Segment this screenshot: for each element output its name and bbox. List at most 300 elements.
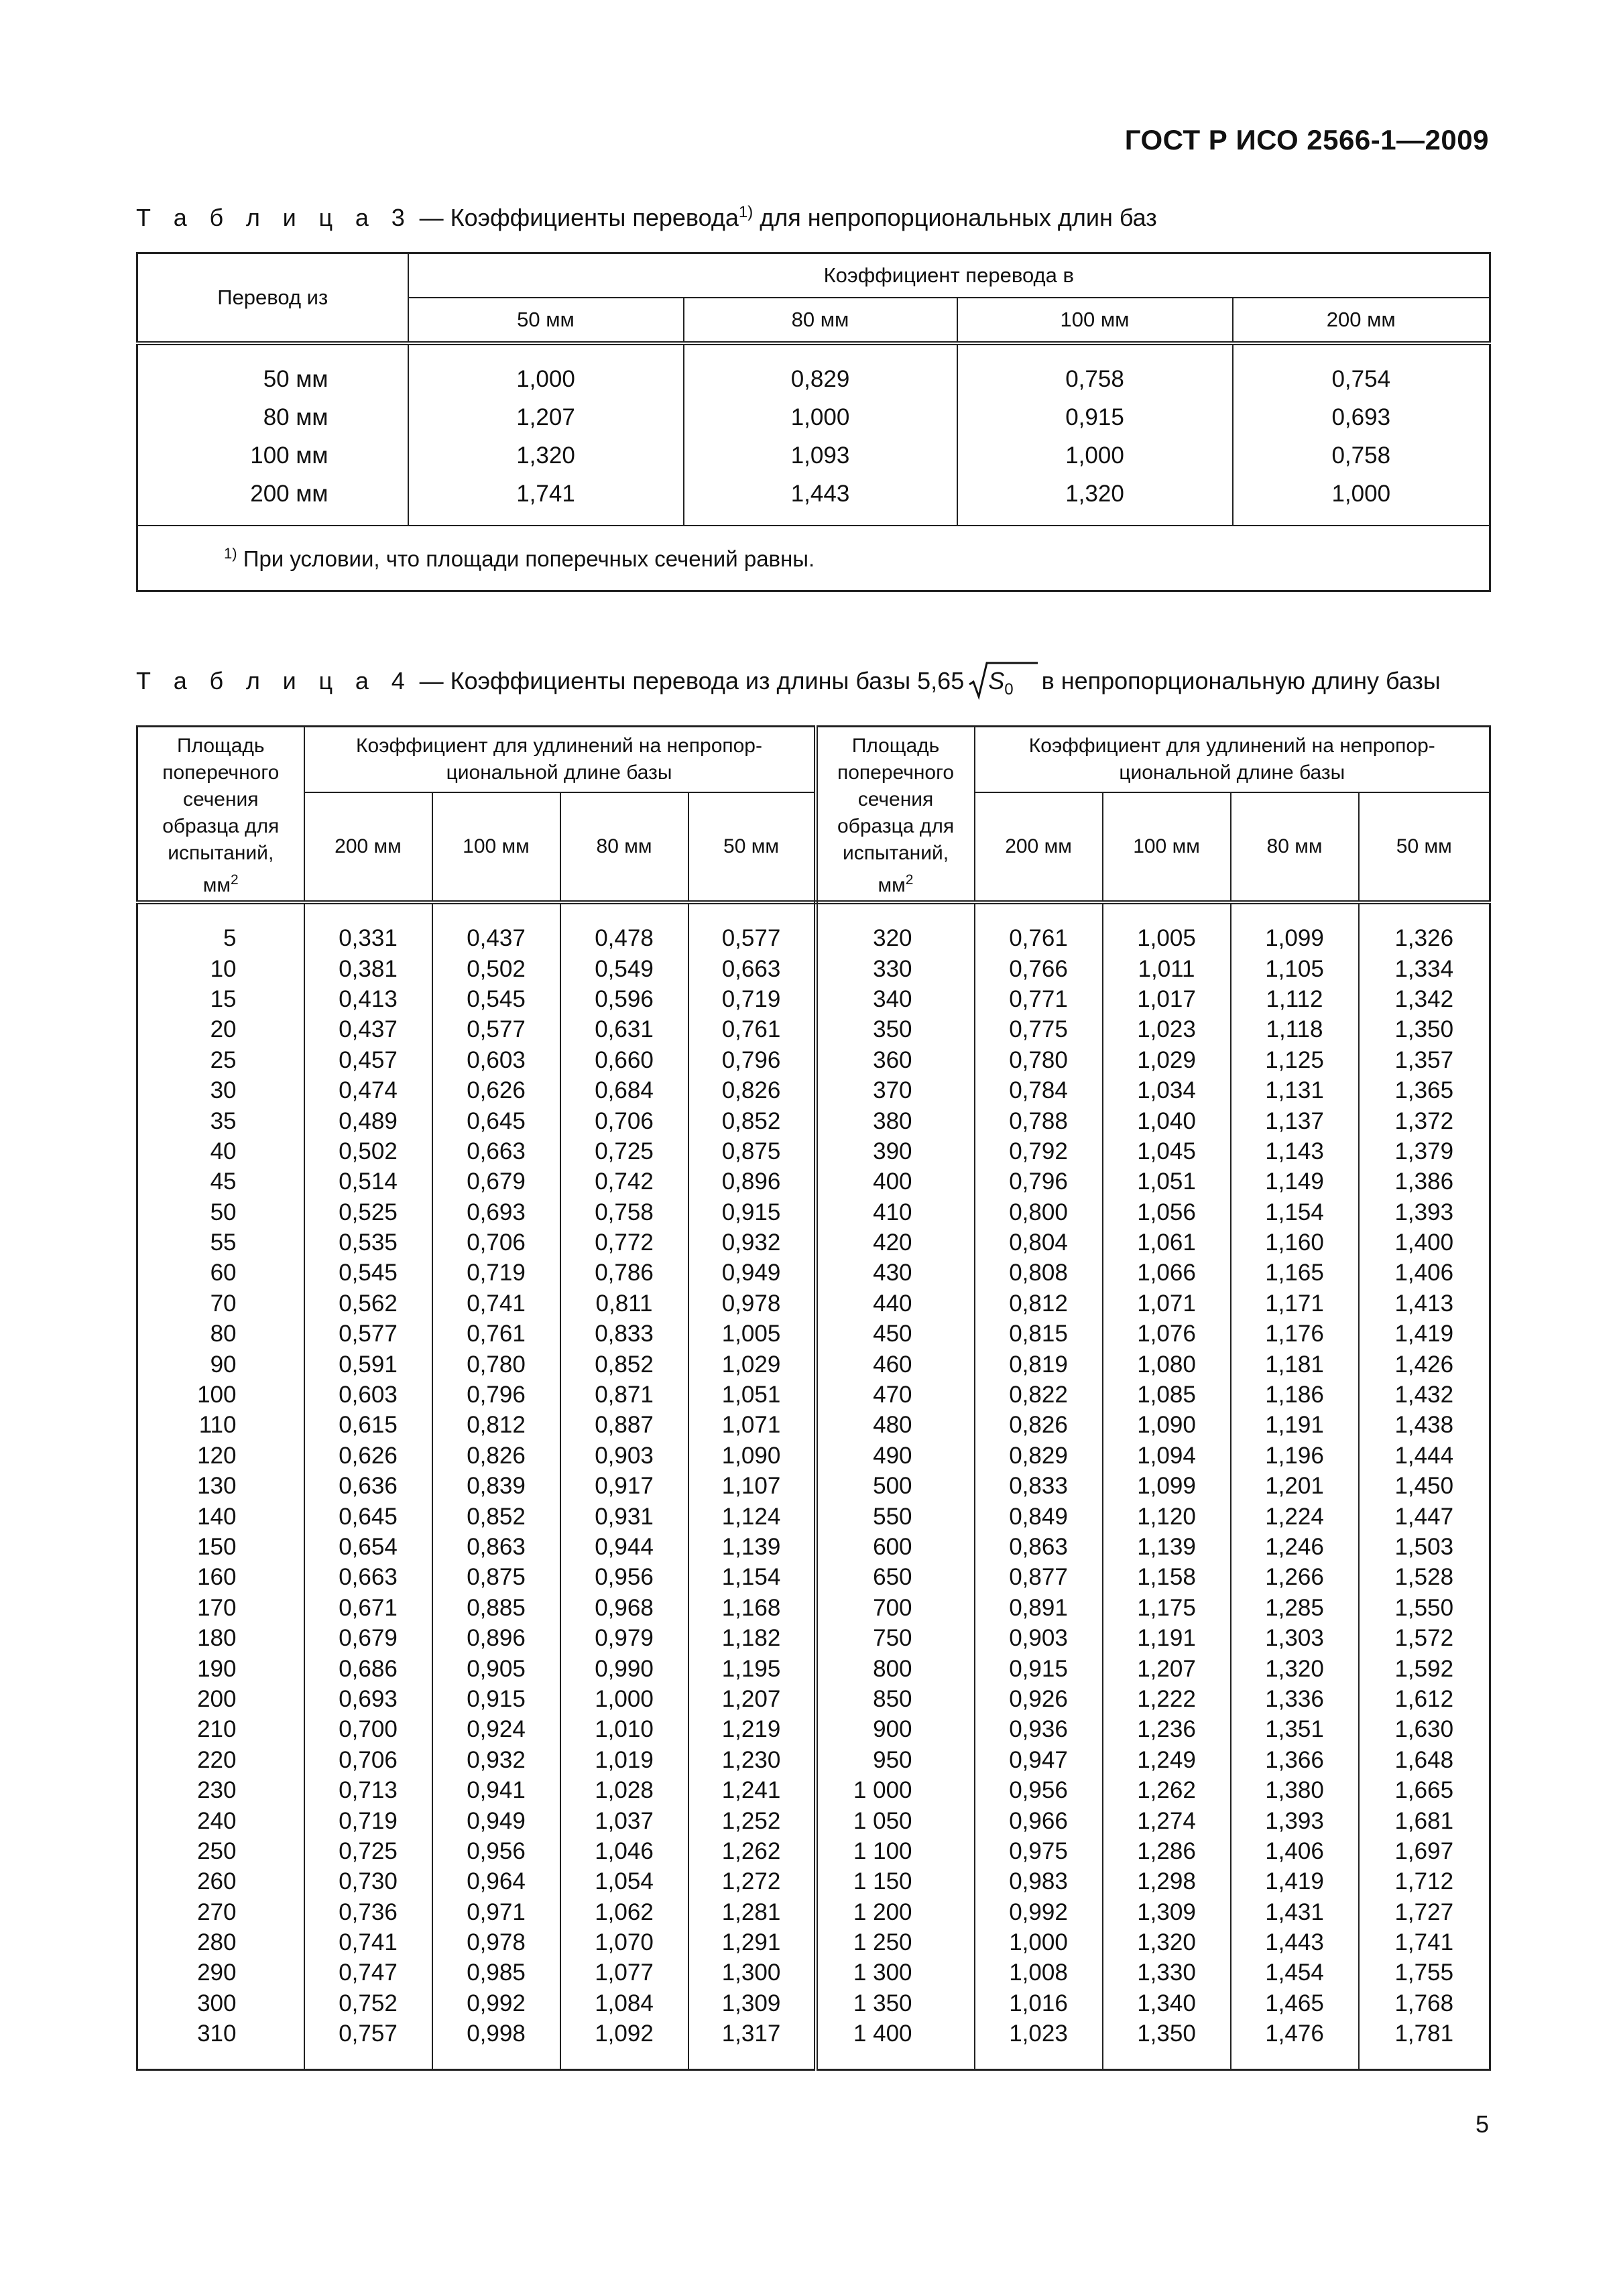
table-cell: 0,932	[688, 1227, 816, 1258]
table-cell: 1,340	[1103, 1988, 1231, 2018]
table-cell: 1,118	[1231, 1014, 1359, 1044]
spacer-cell	[1359, 2049, 1490, 2070]
table-cell: 1,334	[1359, 953, 1490, 983]
table-cell: 0,706	[432, 1227, 560, 1258]
table-cell: 0,457	[304, 1045, 432, 1075]
table4-col-header: 100 мм	[432, 792, 560, 902]
table-cell: 0,956	[975, 1775, 1103, 1805]
table-cell: 1,768	[1359, 1988, 1490, 2018]
table3-footnote-row	[137, 526, 1490, 591]
table-cell: 0,725	[560, 1136, 688, 1166]
area-cell: 200	[137, 1684, 304, 1714]
table-cell: 1,037	[560, 1805, 688, 1835]
area-cell: 140	[137, 1501, 304, 1531]
table-cell: 0,502	[304, 1136, 432, 1166]
table-cell: 0,719	[432, 1258, 560, 1288]
table-cell: 1,040	[1103, 1105, 1231, 1136]
table-cell: 1,317	[688, 2018, 816, 2049]
table-row	[137, 475, 1490, 526]
table-cell: 1,249	[1103, 1745, 1231, 1775]
table-cell: 1,320	[1231, 1653, 1359, 1683]
radicand: $S_0$	[988, 667, 1014, 699]
table-cell: 1,077	[560, 1957, 688, 1988]
table-cell: 0,663	[688, 953, 816, 983]
area-cell: 320	[816, 923, 975, 953]
area-header-line: Площадь	[851, 735, 940, 757]
table-cell: 0,926	[975, 1684, 1103, 1714]
table-cell: 1,034	[1103, 1075, 1231, 1105]
table-cell: 0,949	[432, 1805, 560, 1835]
table-cell: 1,266	[1231, 1562, 1359, 1592]
area-cell: 700	[816, 1593, 975, 1623]
table-cell: 0,549	[560, 953, 688, 983]
table-cell: 0,966	[975, 1805, 1103, 1835]
row-header-cell: 200 мм	[137, 475, 408, 526]
table-cell: 0,713	[304, 1775, 432, 1805]
table-cell: 0,826	[688, 1075, 816, 1105]
table-cell: 0,693	[432, 1197, 560, 1227]
table-cell: 1,107	[688, 1471, 816, 1501]
spacer-cell	[1103, 2049, 1231, 2070]
area-header-line: поперечного	[837, 762, 955, 784]
area-header-line: испытаний,	[168, 842, 274, 864]
area-header-sup: 2	[905, 872, 914, 888]
spacer-cell	[137, 902, 304, 923]
table-cell: 0,875	[688, 1136, 816, 1166]
table-cell: 0,752	[304, 1988, 432, 2018]
table-cell: 0,849	[975, 1501, 1103, 1531]
table-cell: 0,775	[975, 1014, 1103, 1044]
area-cell: 300	[137, 1988, 304, 2018]
table-cell: 1,781	[1359, 2018, 1490, 2049]
area-cell: 25	[137, 1045, 304, 1075]
table-row	[137, 1471, 1490, 1501]
table-cell: 0,949	[688, 1258, 816, 1288]
table-cell: 1,056	[1103, 1197, 1231, 1227]
table-cell: 0,671	[304, 1593, 432, 1623]
table-cell: 1,291	[688, 1927, 816, 1957]
area-cell: 100	[137, 1380, 304, 1410]
table-cell: 0,663	[304, 1562, 432, 1592]
table-cell: 1,320	[957, 475, 1233, 526]
table-cell: 1,236	[1103, 1714, 1231, 1744]
table-cell: 0,700	[304, 1714, 432, 1744]
table4-title-rest: в непропорциональную длину базы	[1034, 667, 1441, 694]
table-cell: 1,230	[688, 1745, 816, 1775]
area-cell: 490	[816, 1441, 975, 1471]
table-cell: 0,915	[957, 398, 1233, 436]
table-cell: 1,099	[1103, 1471, 1231, 1501]
table-cell: 1,300	[688, 1957, 816, 1988]
area-cell: 310	[137, 2018, 304, 2049]
table-cell: 0,761	[688, 1014, 816, 1044]
table4-col-header: 80 мм	[560, 792, 688, 902]
table-cell: 0,706	[304, 1745, 432, 1775]
table-row	[137, 923, 1490, 953]
table-cell: 0,693	[304, 1684, 432, 1714]
area-cell: 55	[137, 1227, 304, 1258]
table-cell: 0,956	[432, 1836, 560, 1866]
spacer-cell	[688, 2049, 816, 2070]
table-cell: 1,252	[688, 1805, 816, 1835]
table-cell: 0,757	[304, 2018, 432, 2049]
table-cell: 1,320	[1103, 1927, 1231, 1957]
table-cell: 1,350	[1359, 1014, 1490, 1044]
table-cell: 1,465	[1231, 1988, 1359, 2018]
table-cell: 0,992	[975, 1897, 1103, 1927]
table-cell: 0,915	[975, 1653, 1103, 1683]
table-cell: 0,978	[432, 1927, 560, 1957]
table-cell: 1,051	[688, 1380, 816, 1410]
table-cell: 0,903	[560, 1441, 688, 1471]
table-cell: 1,005	[1103, 923, 1231, 953]
table-cell: 0,761	[975, 923, 1103, 953]
table-cell: 0,758	[957, 343, 1233, 398]
table-cell: 1,207	[408, 398, 684, 436]
spacer-cell	[137, 2049, 304, 2070]
table-cell: 1,093	[684, 436, 957, 475]
table-cell: 0,931	[560, 1501, 688, 1531]
table-cell: 1,139	[688, 1532, 816, 1562]
area-cell: 480	[816, 1410, 975, 1440]
area-cell: 90	[137, 1349, 304, 1379]
table-cell: 0,736	[304, 1897, 432, 1927]
area-cell: 1 100	[816, 1836, 975, 1866]
spacer-cell	[688, 902, 816, 923]
group-header-line: циональной длине базы	[1119, 762, 1345, 784]
table-row	[137, 1927, 1490, 1957]
area-cell: 240	[137, 1805, 304, 1835]
table-row	[137, 953, 1490, 983]
table-cell: 0,800	[975, 1197, 1103, 1227]
table-cell: 0,833	[560, 1319, 688, 1349]
area-cell: 1 400	[816, 2018, 975, 2049]
table-cell: 0,381	[304, 953, 432, 983]
table3-title: — Коэффициенты перевода	[412, 204, 739, 231]
table4-col-header: 200 мм	[975, 792, 1103, 902]
table-cell: 0,932	[432, 1745, 560, 1775]
table-cell: 0,603	[304, 1380, 432, 1410]
table-row	[137, 1866, 1490, 1896]
table-cell: 0,871	[560, 1380, 688, 1410]
table-cell: 1,432	[1359, 1380, 1490, 1410]
table-cell: 1,016	[975, 1988, 1103, 2018]
table-cell: 0,535	[304, 1227, 432, 1258]
table-cell: 1,154	[1231, 1197, 1359, 1227]
table-cell: 0,796	[432, 1380, 560, 1410]
area-cell: 450	[816, 1319, 975, 1349]
table-cell: 1,755	[1359, 1957, 1490, 1988]
spacer-cell	[1231, 2049, 1359, 2070]
area-cell: 10	[137, 953, 304, 983]
table-cell: 0,725	[304, 1836, 432, 1866]
table-cell: 0,979	[560, 1623, 688, 1653]
area-cell: 5	[137, 923, 304, 953]
table-cell: 1,222	[1103, 1684, 1231, 1714]
area-cell: 1 050	[816, 1805, 975, 1835]
table-cell: 0,754	[1233, 343, 1490, 398]
table-cell: 1,712	[1359, 1866, 1490, 1896]
table-cell: 1,191	[1231, 1410, 1359, 1440]
table-cell: 0,833	[975, 1471, 1103, 1501]
table-cell: 1,181	[1231, 1349, 1359, 1379]
spacer-cell	[975, 2049, 1103, 2070]
table-cell: 1,741	[1359, 1927, 1490, 1957]
area-cell: 130	[137, 1471, 304, 1501]
area-cell: 460	[816, 1349, 975, 1379]
table-cell: 0,924	[432, 1714, 560, 1744]
table-cell: 1,357	[1359, 1045, 1490, 1075]
area-header-line: поперечного	[162, 762, 280, 784]
table-cell: 0,766	[975, 953, 1103, 983]
table-cell: 0,811	[560, 1288, 688, 1319]
table-row	[137, 1653, 1490, 1683]
table-cell: 1,201	[1231, 1471, 1359, 1501]
table-cell: 1,076	[1103, 1319, 1231, 1349]
table-cell: 1,372	[1359, 1105, 1490, 1136]
table4-col-header: 50 мм	[1359, 792, 1490, 902]
table-row	[137, 1684, 1490, 1714]
table-cell: 0,780	[975, 1045, 1103, 1075]
table-cell: 0,826	[432, 1441, 560, 1471]
table-cell: 1,400	[1359, 1227, 1490, 1258]
table-cell: 0,852	[432, 1501, 560, 1531]
table4-caption	[136, 667, 1441, 699]
table-cell: 0,772	[560, 1227, 688, 1258]
table-cell: 0,562	[304, 1288, 432, 1319]
area-cell: 70	[137, 1288, 304, 1319]
table-row	[137, 436, 1490, 475]
table-cell: 0,826	[975, 1410, 1103, 1440]
table-cell: 1,648	[1359, 1745, 1490, 1775]
spacer-cell	[304, 2049, 432, 2070]
table-cell: 1,727	[1359, 1897, 1490, 1927]
spacer-cell	[816, 902, 975, 923]
area-cell: 750	[816, 1623, 975, 1653]
table-row	[137, 1075, 1490, 1105]
area-cell: 1 200	[816, 1897, 975, 1927]
area-cell: 210	[137, 1714, 304, 1744]
table3	[136, 252, 1491, 592]
table-cell: 1,062	[560, 1897, 688, 1927]
area-cell: 380	[816, 1105, 975, 1136]
table-cell: 1,550	[1359, 1593, 1490, 1623]
table-cell: 0,975	[975, 1836, 1103, 1866]
area-cell: 440	[816, 1288, 975, 1319]
area-header-sup: 2	[231, 872, 239, 888]
table-cell: 1,336	[1231, 1684, 1359, 1714]
table-cell: 1,528	[1359, 1562, 1490, 1592]
table-cell: 1,393	[1359, 1197, 1490, 1227]
table-cell: 1,309	[688, 1988, 816, 2018]
table-cell: 1,023	[975, 2018, 1103, 2049]
table-cell: 0,819	[975, 1349, 1103, 1379]
area-cell: 60	[137, 1258, 304, 1288]
table3-footnote	[137, 526, 1490, 591]
table-cell: 0,591	[304, 1349, 432, 1379]
table-cell: 0,971	[432, 1897, 560, 1927]
table-cell: 1,272	[688, 1866, 816, 1896]
table-row	[137, 1957, 1490, 1988]
table-row	[137, 1988, 1490, 2018]
table-cell: 1,090	[1103, 1410, 1231, 1440]
table-cell: 0,915	[688, 1197, 816, 1227]
table-row	[137, 1623, 1490, 1653]
table-cell: 0,964	[432, 1866, 560, 1896]
area-cell: 1 000	[816, 1775, 975, 1805]
table-row	[137, 1410, 1490, 1440]
table-cell: 1,413	[1359, 1288, 1490, 1319]
table-cell: 1,186	[1231, 1380, 1359, 1410]
table-cell: 1,191	[1103, 1623, 1231, 1653]
table-cell: 1,365	[1359, 1075, 1490, 1105]
area-cell: 330	[816, 953, 975, 983]
area-header-line: Площадь	[176, 735, 265, 757]
table-cell: 1,426	[1359, 1349, 1490, 1379]
spacer-cell	[1231, 902, 1359, 923]
table-row	[137, 1562, 1490, 1592]
table-cell: 1,320	[408, 436, 684, 475]
table-cell: 1,084	[560, 1988, 688, 2018]
table-cell: 1,286	[1103, 1836, 1231, 1866]
table-cell: 1,697	[1359, 1836, 1490, 1866]
table-cell: 0,478	[560, 923, 688, 953]
table-cell: 1,168	[688, 1593, 816, 1623]
table-cell: 1,008	[975, 1957, 1103, 1988]
table-row	[137, 1288, 1490, 1319]
table-cell: 1,046	[560, 1836, 688, 1866]
table-row	[137, 1045, 1490, 1075]
table-cell: 0,413	[304, 984, 432, 1014]
table4-col-header: 50 мм	[688, 792, 816, 902]
table-cell: 0,985	[432, 1957, 560, 1988]
table-cell: 1,045	[1103, 1136, 1231, 1166]
table-row	[137, 984, 1490, 1014]
table-cell: 0,645	[304, 1501, 432, 1531]
table4-col-group-right	[975, 727, 1490, 793]
area-cell: 80	[137, 1319, 304, 1349]
table-cell: 0,829	[684, 343, 957, 398]
table-cell: 0,947	[975, 1745, 1103, 1775]
area-cell: 230	[137, 1775, 304, 1805]
table-row	[137, 1532, 1490, 1562]
table-cell: 1,085	[1103, 1380, 1231, 1410]
area-cell: 410	[816, 1197, 975, 1227]
table-cell: 0,887	[560, 1410, 688, 1440]
table-cell: 0,896	[688, 1166, 816, 1197]
table-cell: 0,822	[975, 1380, 1103, 1410]
table-cell: 0,719	[304, 1805, 432, 1835]
table-cell: 1,326	[1359, 923, 1490, 953]
table-cell: 0,474	[304, 1075, 432, 1105]
table4-col-header: 100 мм	[1103, 792, 1231, 902]
table-cell: 1,406	[1359, 1258, 1490, 1288]
table-spacer-row	[137, 2049, 1490, 2070]
table-cell: 1,125	[1231, 1045, 1359, 1075]
area-cell: 340	[816, 984, 975, 1014]
table4-col-area-right	[816, 727, 975, 903]
area-cell: 160	[137, 1562, 304, 1592]
table-cell: 1,175	[1103, 1593, 1231, 1623]
table-cell: 1,154	[688, 1562, 816, 1592]
table4-col-header: 80 мм	[1231, 792, 1359, 902]
spacer-cell	[975, 902, 1103, 923]
table-cell: 1,438	[1359, 1410, 1490, 1440]
table-cell: 1,393	[1231, 1805, 1359, 1835]
table-cell: 0,968	[560, 1593, 688, 1623]
table3-col-from: Перевод из	[137, 253, 408, 344]
table-cell: 0,660	[560, 1045, 688, 1075]
table-cell: 0,812	[975, 1288, 1103, 1319]
table-cell: 0,636	[304, 1471, 432, 1501]
area-cell: 150	[137, 1532, 304, 1562]
table-cell: 0,905	[432, 1653, 560, 1683]
table-row	[137, 1501, 1490, 1531]
table-cell: 1,139	[1103, 1532, 1231, 1562]
table-cell: 0,679	[432, 1166, 560, 1197]
area-cell: 500	[816, 1471, 975, 1501]
table-cell: 1,379	[1359, 1136, 1490, 1166]
spacer-cell	[560, 902, 688, 923]
table-row	[137, 2018, 1490, 2049]
table-cell: 1,000	[1233, 475, 1490, 526]
table-cell: 0,917	[560, 1471, 688, 1501]
table-cell: 1,000	[684, 398, 957, 436]
table-cell: 1,406	[1231, 1836, 1359, 1866]
table-cell: 1,207	[1103, 1653, 1231, 1683]
sqrt-symbol	[968, 667, 1013, 699]
table-cell: 1,298	[1103, 1866, 1231, 1896]
radical-sign-icon	[968, 660, 1075, 702]
table3-title-rest: для непропорциональных длин баз	[753, 204, 1157, 231]
area-cell: 850	[816, 1684, 975, 1714]
table3-title-footnote-mark: 1)	[738, 203, 754, 221]
table-cell: 1,112	[1231, 984, 1359, 1014]
table-cell: 0,747	[304, 1957, 432, 1988]
table-spacer-row	[137, 902, 1490, 923]
table3-col-header: 200 мм	[1233, 298, 1490, 343]
table-cell: 1,105	[1231, 953, 1359, 983]
table-cell: 1,503	[1359, 1532, 1490, 1562]
table-cell: 0,525	[304, 1197, 432, 1227]
table-cell: 0,577	[432, 1014, 560, 1044]
table-row	[137, 398, 1490, 436]
footnote-mark: 1)	[224, 544, 237, 562]
table3-col-header: 50 мм	[408, 298, 684, 343]
area-cell: 470	[816, 1380, 975, 1410]
table-cell: 0,784	[975, 1075, 1103, 1105]
table-cell: 1,351	[1231, 1714, 1359, 1744]
table-cell: 0,839	[432, 1471, 560, 1501]
area-cell: 350	[816, 1014, 975, 1044]
table4-label: Т а б л и ц а 4	[136, 667, 413, 694]
group-header-line: циональной длине базы	[446, 762, 672, 784]
table-cell: 1,071	[688, 1410, 816, 1440]
table-cell: 0,852	[560, 1349, 688, 1379]
spacer-cell	[1359, 902, 1490, 923]
table-cell: 1,092	[560, 2018, 688, 2049]
table-cell: 1,285	[1231, 1593, 1359, 1623]
table-row	[137, 1897, 1490, 1927]
table-cell: 0,936	[975, 1714, 1103, 1744]
table-cell: 1,281	[688, 1897, 816, 1927]
table-row	[137, 1136, 1490, 1166]
table-row	[137, 1836, 1490, 1866]
table3-col-header: 100 мм	[957, 298, 1233, 343]
table-cell: 0,615	[304, 1410, 432, 1440]
table-cell: 1,207	[688, 1684, 816, 1714]
table-cell: 0,545	[432, 984, 560, 1014]
